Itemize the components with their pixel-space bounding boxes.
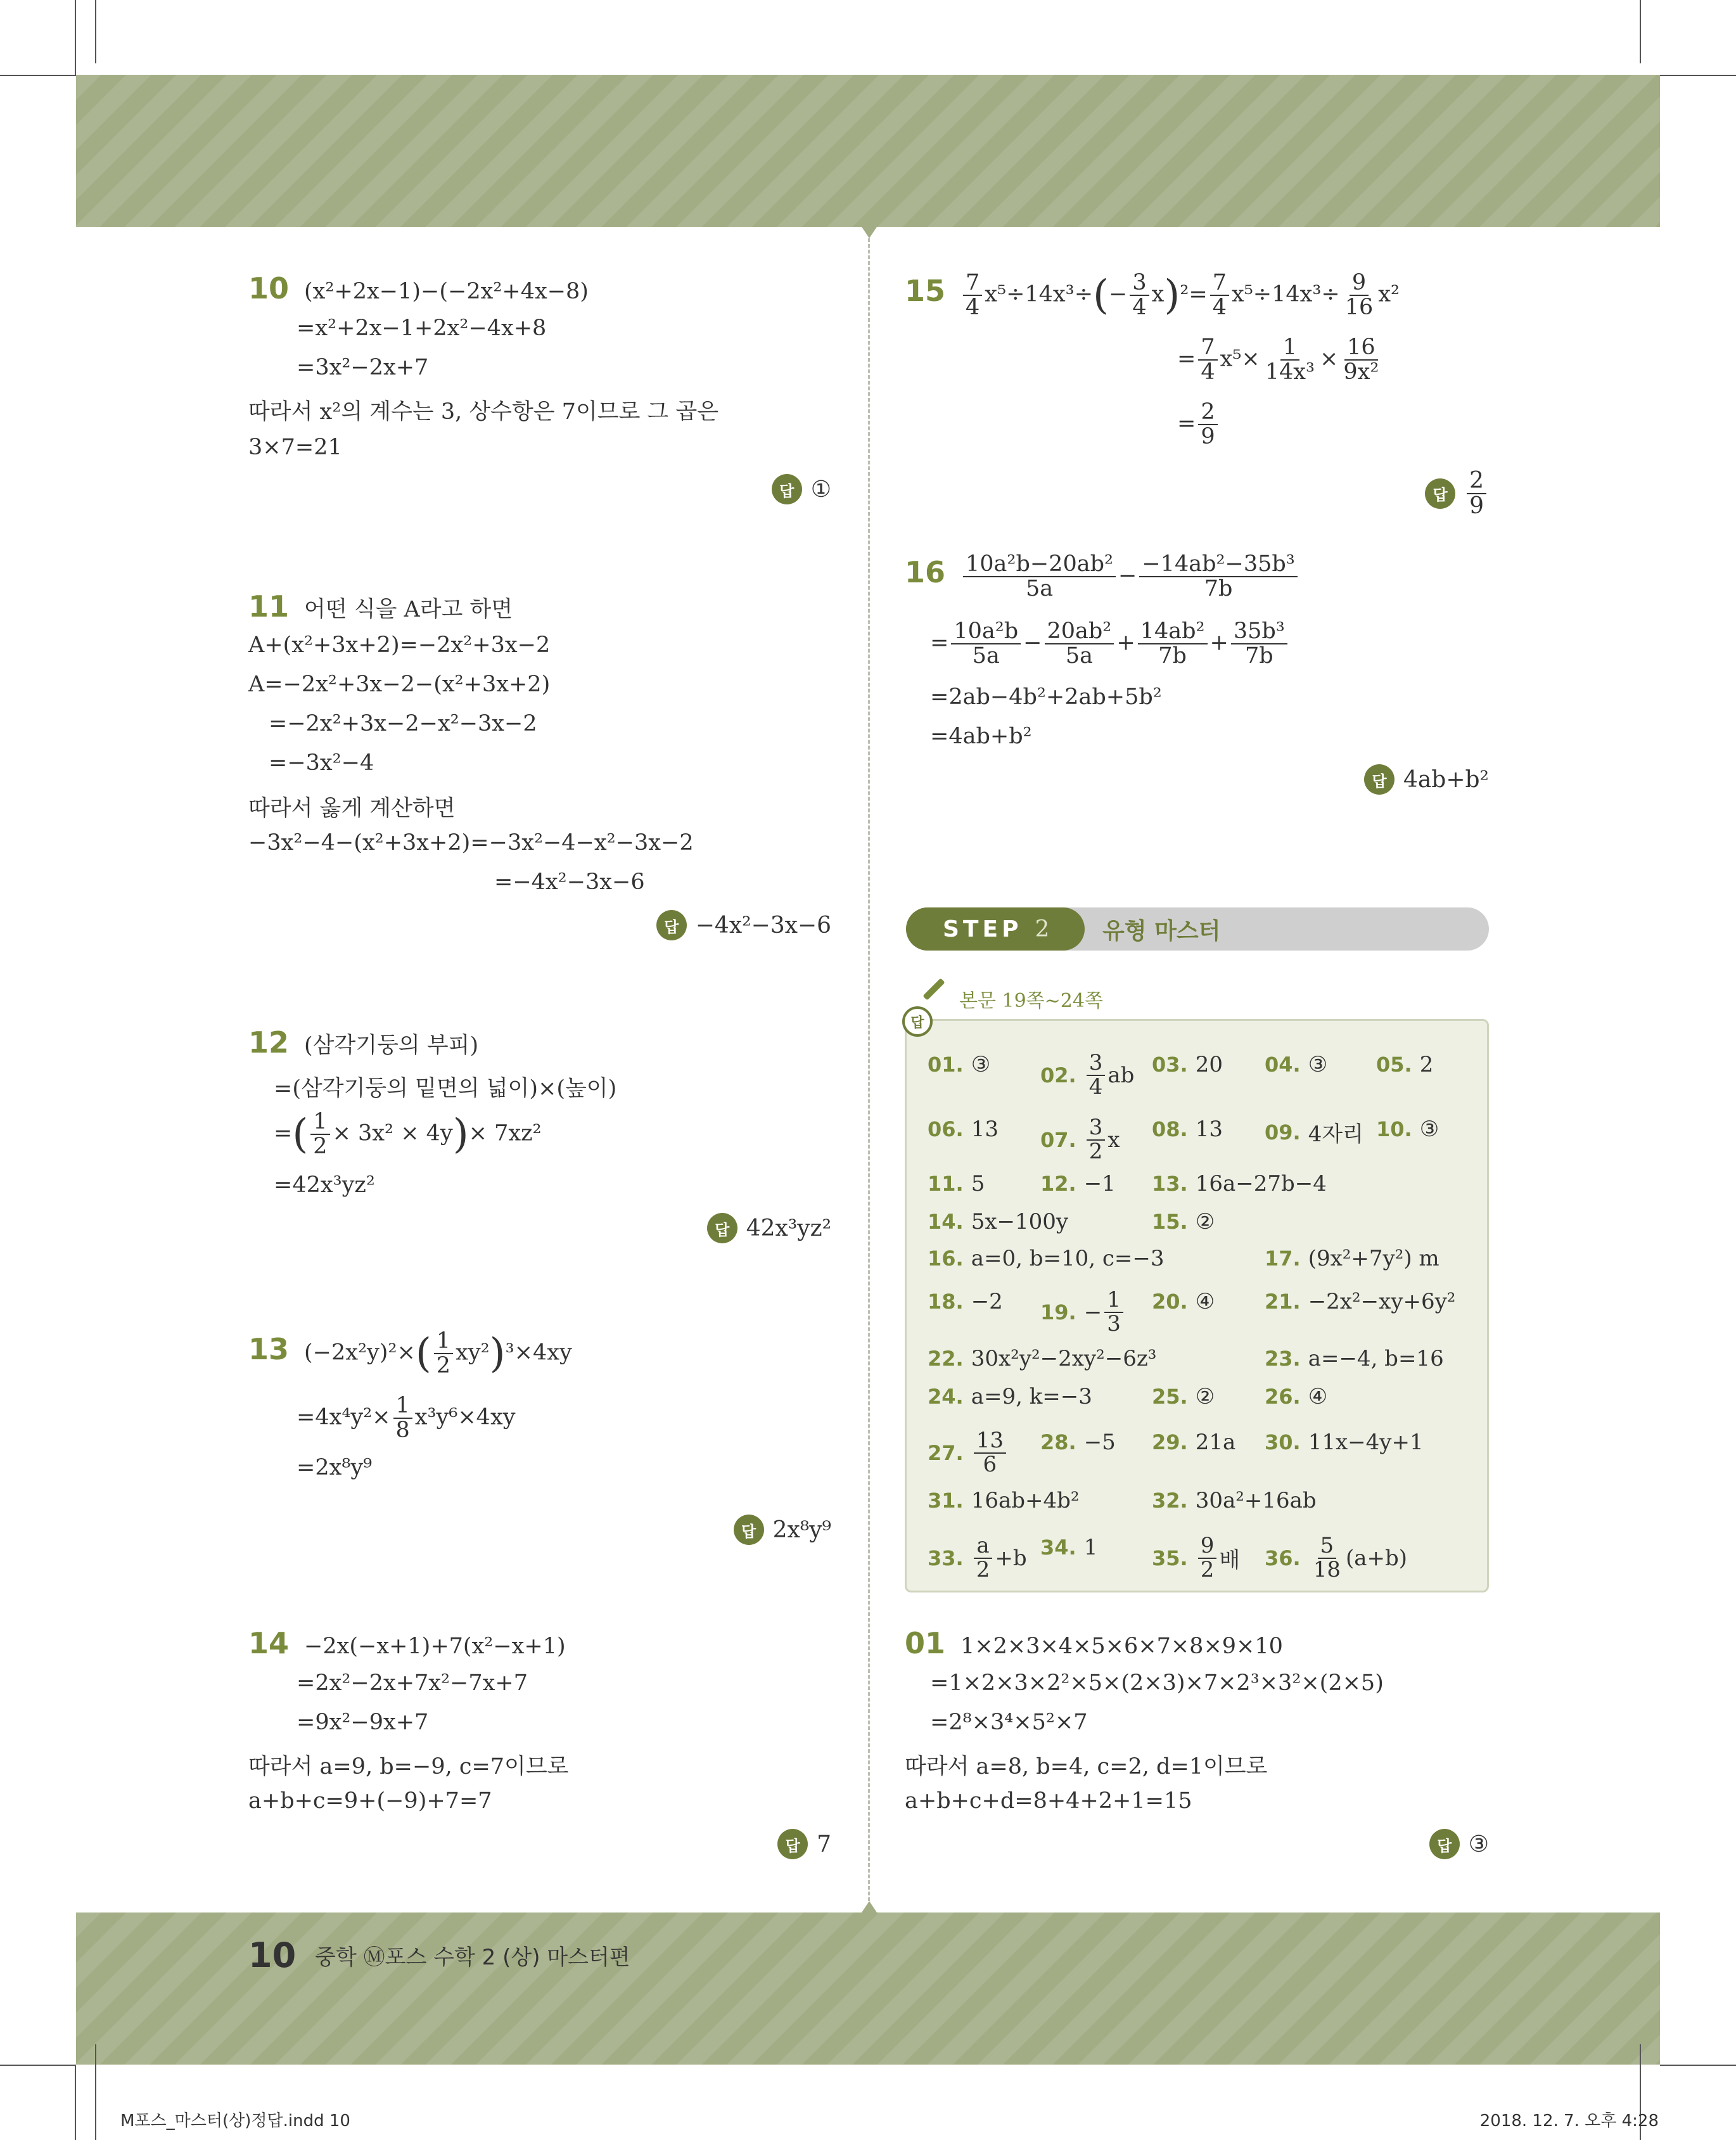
crop-mark bbox=[0, 75, 76, 76]
answer-item bbox=[1040, 1535, 1097, 1560]
crop-mark bbox=[75, 2066, 76, 2140]
answer-item bbox=[1040, 1171, 1116, 1196]
problem-line: =2x²−2x+7x²−7x+7 bbox=[297, 1670, 528, 1696]
answer-item bbox=[1040, 1052, 1134, 1098]
answer-item bbox=[1152, 1052, 1223, 1077]
problem-line: 11 어떤 식을 A라고 하면 bbox=[248, 589, 513, 624]
problem-line: = $\frac{2}{9}$ bbox=[1177, 400, 1220, 449]
problem-line: 따라서 a=9, b=−9, c=7이므로 bbox=[248, 1754, 569, 1779]
problem-line: = $\frac{\text{10a²b}}{5a}$ − $\frac{\text{20ab²}}{5a}$ + $\frac{\text{14ab²}}{7b}$ + $\frac{\text{35b³}}{7b}$ bbox=[930, 620, 1290, 668]
problem-line: =−2x²+3x−2−x²−3x−2 bbox=[269, 711, 537, 736]
answer-item-value: ② bbox=[1195, 1384, 1215, 1409]
fraction: $\frac{7}{4}$ bbox=[1198, 336, 1217, 384]
answer-item bbox=[1152, 1430, 1235, 1455]
pencil-icon bbox=[922, 978, 945, 1000]
problem-number: 14 bbox=[248, 1626, 290, 1660]
answer-row: 답 4ab+b² bbox=[1364, 764, 1489, 795]
answer-item-value: −5 bbox=[1083, 1430, 1116, 1455]
fraction: $\frac{1}{2}$ bbox=[434, 1329, 453, 1378]
problem-number: 10 bbox=[248, 271, 290, 305]
problem-line: A=−2x²+3x−2−(x²+3x+2) bbox=[248, 672, 551, 697]
problem-line: =9x²−9x+7 bbox=[297, 1710, 429, 1735]
problem-line: =2x⁸y⁹ bbox=[297, 1455, 373, 1480]
divider-top-marker bbox=[862, 227, 877, 238]
answer-item bbox=[928, 1171, 985, 1196]
answer-item-number: 22. bbox=[928, 1347, 964, 1371]
fraction: $\frac{\text{10a²b−20ab²}}{5a}$ bbox=[963, 553, 1116, 601]
fraction: $\frac{5}{18}$ bbox=[1313, 1533, 1341, 1582]
answer-item-number: 03. bbox=[1152, 1053, 1188, 1077]
answer-item-number: 28. bbox=[1040, 1430, 1076, 1454]
answer-item bbox=[1152, 1209, 1215, 1234]
problem-number: 13 bbox=[248, 1332, 290, 1367]
problem-number: 16 bbox=[905, 555, 946, 590]
answer-item-value: ab bbox=[1107, 1062, 1135, 1088]
answer-badge: 답 bbox=[656, 910, 687, 940]
problem-line: =−4x²−3x−6 bbox=[494, 869, 645, 895]
problem-line: 3×7=21 bbox=[248, 435, 342, 460]
fraction: $\frac{7}{4}$ bbox=[1210, 271, 1229, 319]
answer-item bbox=[928, 1384, 1092, 1409]
answer-item-number: 20. bbox=[1152, 1290, 1188, 1314]
answer-item-number: 19. bbox=[1040, 1300, 1076, 1324]
fraction: $\frac{1}{\text{14x³}}$ bbox=[1265, 335, 1315, 385]
answer-item-number: 18. bbox=[928, 1290, 964, 1314]
crop-mark bbox=[1660, 75, 1736, 76]
book-title: 중학 Ⓜ포스 수학 2 (상) 마스터편 bbox=[315, 1945, 630, 1970]
answer-badge: 답 bbox=[777, 1829, 808, 1859]
answer-item-number: 30. bbox=[1265, 1430, 1301, 1454]
answer-item-value: 11x−4y+1 bbox=[1308, 1430, 1424, 1455]
fraction: $\frac{2}{9}$ bbox=[1198, 400, 1217, 449]
answer-item-value: 1 bbox=[1083, 1535, 1098, 1560]
problem-line: =3x²−2x+7 bbox=[297, 355, 429, 380]
answer-item bbox=[1152, 1171, 1327, 1196]
answer-item-value: 16a−27b−4 bbox=[1195, 1171, 1327, 1196]
problem-line: =( $\frac{1}{2}$ × 3x² × 4y)× 7xz² bbox=[274, 1109, 542, 1159]
answer-item bbox=[1265, 1289, 1455, 1314]
fraction: $\frac{\text{35b³}}{7b}$ bbox=[1231, 620, 1287, 668]
fraction: $\frac{3}{4}$ bbox=[1087, 1052, 1106, 1098]
answer-item bbox=[1152, 1384, 1215, 1409]
answer-item-number: 13. bbox=[1152, 1172, 1188, 1196]
answer-item bbox=[928, 1246, 1164, 1271]
answer-item-number: 34. bbox=[1040, 1535, 1076, 1560]
answer-item-value: 배 bbox=[1219, 1547, 1241, 1573]
answer-item bbox=[928, 1488, 1080, 1513]
answer-item: 19. − $\frac{1}{3}$ bbox=[1040, 1289, 1126, 1335]
answer-item bbox=[1040, 1117, 1120, 1163]
answer-item-value: −2 bbox=[971, 1289, 1003, 1314]
answer-item-number: 16. bbox=[928, 1246, 964, 1271]
answer-item-number: 06. bbox=[928, 1117, 964, 1141]
answer-item-value: 16ab+4b² bbox=[971, 1488, 1080, 1513]
problem-line: 14 −2x(−x+1)+7(x²−x+1) bbox=[248, 1626, 566, 1660]
answer-item-value: ③ bbox=[971, 1052, 991, 1077]
answer-item-number: 23. bbox=[1265, 1347, 1301, 1371]
fraction: $\frac{13}{6}$ bbox=[974, 1430, 1006, 1476]
fraction: $\frac{\text{−14ab²−35b³}}{7b}$ bbox=[1139, 553, 1297, 601]
answer-item bbox=[1152, 1289, 1215, 1314]
answer-item-value: a=−4, b=16 bbox=[1308, 1346, 1444, 1371]
problem-number: 15 bbox=[905, 274, 946, 309]
crop-mark bbox=[95, 0, 96, 63]
answer-item-number: 17. bbox=[1265, 1246, 1301, 1271]
answer-item bbox=[928, 1209, 1068, 1234]
answer-item-number: 02. bbox=[1040, 1063, 1076, 1087]
answer-item bbox=[1265, 1346, 1444, 1371]
problem-line: =2⁸×3⁴×5²×7 bbox=[930, 1710, 1088, 1735]
slug-file: M포스_마스터(상)정답.indd 10 bbox=[120, 2111, 350, 2130]
step-pill: STEP 2 bbox=[906, 907, 1085, 951]
crop-mark bbox=[1660, 2065, 1736, 2066]
answer-item-value: 21a bbox=[1195, 1430, 1236, 1455]
answer-item-value: 13 bbox=[971, 1117, 999, 1142]
answer-row bbox=[1425, 469, 1489, 518]
answer-item-number: 21. bbox=[1265, 1290, 1301, 1314]
answer-item-number: 26. bbox=[1265, 1385, 1301, 1409]
answer-row: 답 7 bbox=[777, 1829, 831, 1859]
problem-line: 13 (−2x²y)²×( $\frac{1}{2}$ xy²)³×4xy bbox=[248, 1328, 572, 1378]
answer-item bbox=[928, 1430, 1009, 1476]
answer-item bbox=[928, 1535, 1027, 1581]
problem-line: =42x³yz² bbox=[274, 1172, 375, 1198]
fraction: $\frac{1}{8}$ bbox=[393, 1394, 412, 1442]
answer-badge: 답 bbox=[1429, 1829, 1460, 1859]
problem-line: =x²+2x−1+2x²−4x+8 bbox=[297, 316, 547, 341]
problem-line: 15 $\frac{7}{4}$ x⁵÷14x³÷(− $\frac{3}{4}$ x)²= $\frac{7}{4}$ x⁵÷14x³÷ $\frac{9}{16}$ x² bbox=[905, 270, 1400, 320]
answer-item-value: ③ bbox=[1308, 1052, 1328, 1077]
page-number: 10 bbox=[248, 1935, 297, 1975]
fraction: $\frac{\text{14ab²}}{7b}$ bbox=[1138, 620, 1208, 668]
answer-badge: 답 bbox=[1425, 478, 1455, 509]
answer-item-number: 14. bbox=[928, 1210, 964, 1234]
fraction: $\frac{3}{4}$ bbox=[1130, 271, 1149, 319]
answer-item-number: 25. bbox=[1152, 1385, 1188, 1409]
answer-item bbox=[928, 1289, 1003, 1314]
step-title: 유형 마스터 bbox=[1102, 918, 1221, 944]
fraction: $\frac{1}{3}$ bbox=[1104, 1289, 1123, 1335]
answer-row: 답 42x³yz² bbox=[707, 1213, 831, 1243]
answer-item-number: 01. bbox=[928, 1053, 964, 1077]
answer-item bbox=[1376, 1117, 1439, 1142]
slug-date: 2018. 12. 7. 오후 4:28 bbox=[1479, 2111, 1659, 2130]
answer-badge: 답 bbox=[734, 1515, 764, 1545]
crop-mark bbox=[1640, 0, 1641, 63]
answer-item bbox=[1265, 1430, 1424, 1455]
answer-row: 답 −4x²−3x−6 bbox=[656, 910, 831, 940]
fraction: $\frac{1}{2}$ bbox=[310, 1110, 329, 1158]
problem-line: a+b+c=9+(−9)+7=7 bbox=[248, 1788, 492, 1814]
answer-item-number: 12. bbox=[1040, 1172, 1076, 1196]
answer-item-value: −2x²−xy+6y² bbox=[1308, 1289, 1456, 1314]
answer-item-number: 27. bbox=[928, 1440, 964, 1465]
problem-number: 01 bbox=[905, 1626, 946, 1660]
problem-line: 10 (x²+2x−1)−(−2x²+4x−8) bbox=[248, 271, 589, 305]
problem-number: 12 bbox=[248, 1025, 290, 1060]
header-band bbox=[76, 75, 1660, 227]
page-footer bbox=[248, 1935, 630, 1975]
answer-item-number: 04. bbox=[1265, 1053, 1301, 1077]
problem-line: A+(x²+3x+2)=−2x²+3x−2 bbox=[248, 632, 551, 658]
answer-item-number: 08. bbox=[1152, 1117, 1188, 1141]
answer-item-number: 15. bbox=[1152, 1210, 1188, 1234]
answer-item-number: 07. bbox=[1040, 1127, 1076, 1152]
problem-line: =(삼각기둥의 밑면의 넓이)×(높이) bbox=[274, 1076, 617, 1101]
answer-item bbox=[928, 1346, 1156, 1371]
answer-item-number: 32. bbox=[1152, 1489, 1188, 1513]
answer-item-value: 2 bbox=[1419, 1052, 1434, 1077]
fraction: $\frac{\text{10a²b}}{5a}$ bbox=[951, 620, 1021, 668]
problem-number: 11 bbox=[248, 589, 290, 624]
answer-item-value: +b bbox=[995, 1545, 1027, 1571]
answer-item-value: ④ bbox=[1308, 1384, 1328, 1409]
answer-item-value: −1 bbox=[1083, 1171, 1116, 1196]
problem-line: 16 $\frac{\text{10a²b−20ab²}}{5a}$ − $\frac{\text{−14ab²−35b³}}{7b}$ bbox=[905, 553, 1300, 601]
answer-item bbox=[1265, 1052, 1327, 1077]
answer-badge: 답 bbox=[707, 1213, 737, 1243]
problem-line: a+b+c+d=8+4+2+1=15 bbox=[905, 1788, 1192, 1814]
page-reference: 본문 19쪽~24쪽 bbox=[959, 990, 1103, 1012]
crop-mark bbox=[95, 2044, 96, 2140]
problem-line: =4x⁴y²× $\frac{1}{8}$ x³y⁶×4xy bbox=[297, 1393, 516, 1443]
answer-item bbox=[1265, 1246, 1439, 1271]
answer-item-value: 5 bbox=[971, 1171, 985, 1196]
crop-mark bbox=[0, 2065, 76, 2066]
fraction: $\frac{9}{16}$ bbox=[1344, 270, 1374, 320]
answer-item bbox=[1152, 1488, 1317, 1513]
answer-item-value: ② bbox=[1195, 1209, 1215, 1234]
divider-bottom-marker bbox=[862, 1901, 877, 1913]
answer-item-number: 33. bbox=[928, 1546, 964, 1570]
answer-item bbox=[1040, 1430, 1116, 1455]
problem-line: =2ab−4b²+2ab+5b² bbox=[930, 684, 1162, 710]
problem-line: =−3x²−4 bbox=[269, 750, 374, 776]
answer-item-value: 20 bbox=[1195, 1052, 1223, 1077]
answer-item bbox=[1265, 1384, 1327, 1409]
answer-item-number: 35. bbox=[1152, 1546, 1188, 1570]
answer-item-value: a=0, b=10, c=−3 bbox=[971, 1246, 1165, 1271]
answer-item-number: 36. bbox=[1265, 1546, 1301, 1570]
problem-line: 12 (삼각기둥의 부피) bbox=[248, 1025, 479, 1060]
column-divider bbox=[868, 227, 870, 1913]
answer-item-value: 30a²+16ab bbox=[1195, 1488, 1317, 1513]
answer-item-number: 09. bbox=[1265, 1120, 1301, 1144]
answer-row: 답 ③ bbox=[1429, 1829, 1489, 1859]
answer-badge: 답 bbox=[772, 474, 802, 504]
step-header bbox=[906, 907, 1489, 951]
answer-item-value: a=9, k=−3 bbox=[971, 1384, 1092, 1409]
answer-item bbox=[928, 1052, 990, 1077]
problem-line: 따라서 옳게 계산하면 bbox=[248, 796, 456, 821]
problem-line: 따라서 x²의 계수는 3, 상수항은 7이므로 그 곱은 bbox=[248, 399, 719, 425]
answer-item-number: 24. bbox=[928, 1385, 964, 1409]
fraction: $\frac{3}{2}$ bbox=[1087, 1117, 1106, 1163]
answer-item-value: (a+b) bbox=[1345, 1545, 1408, 1571]
answer-key-badge: 답 bbox=[902, 1006, 933, 1037]
fraction: $\frac{2}{9}$ bbox=[1467, 469, 1486, 518]
answer-item-value: 5x−100y bbox=[971, 1209, 1069, 1234]
answer-item bbox=[928, 1117, 999, 1142]
answer-row: 답 ① bbox=[772, 474, 831, 504]
answer-item bbox=[1376, 1052, 1433, 1077]
fraction: $\frac{16}{\text{9x²}}$ bbox=[1343, 335, 1379, 385]
answer-item-value: ④ bbox=[1195, 1289, 1215, 1314]
problem-line: 따라서 a=8, b=4, c=2, d=1이므로 bbox=[905, 1754, 1268, 1779]
problem-line: =4ab+b² bbox=[930, 724, 1032, 749]
answer-item-value: 4자리 bbox=[1308, 1122, 1364, 1147]
fraction: $\frac{\text{20ab²}}{5a}$ bbox=[1045, 620, 1114, 668]
answer-row: 답 2x⁸y⁹ bbox=[734, 1515, 831, 1545]
answer-item-number: 05. bbox=[1376, 1053, 1412, 1077]
answer-item bbox=[1152, 1535, 1240, 1581]
answer-badge: 답 bbox=[1364, 764, 1395, 795]
answer-item-number: 29. bbox=[1152, 1430, 1188, 1454]
crop-mark bbox=[75, 0, 76, 75]
problem-line: 01 1×2×3×4×5×6×7×8×9×10 bbox=[905, 1626, 1283, 1660]
answer-item-number: 10. bbox=[1376, 1117, 1412, 1141]
answer-item-number: 11. bbox=[928, 1172, 964, 1196]
answer-item bbox=[1265, 1535, 1407, 1581]
answer-item-number: 31. bbox=[928, 1489, 964, 1513]
answer-item bbox=[1152, 1117, 1223, 1142]
fraction: $\frac{a}{2}$ bbox=[974, 1535, 993, 1581]
problem-line: −3x²−4−(x²+3x+2)=−3x²−4−x²−3x−2 bbox=[248, 830, 694, 855]
answer-item-value: 30x²y²−2xy²−6z³ bbox=[971, 1346, 1157, 1371]
answer-item-value: x bbox=[1107, 1127, 1120, 1153]
fraction: $\frac{9}{2}$ bbox=[1198, 1535, 1217, 1581]
fraction: $\frac{7}{4}$ bbox=[963, 271, 982, 319]
answer-item-value: 13 bbox=[1195, 1117, 1223, 1142]
problem-line: =1×2×3×2²×5×(2×3)×7×2³×3²×(2×5) bbox=[930, 1670, 1384, 1696]
problem-line: = $\frac{7}{4}$ x⁵× $\frac{1}{\text{14x³}}$ × $\frac{16}{\text{9x²}}$ bbox=[1177, 336, 1384, 384]
answer-item bbox=[1265, 1117, 1363, 1148]
answer-item-value: ③ bbox=[1419, 1117, 1439, 1142]
answer-item-value: (9x²+7y²) m bbox=[1308, 1246, 1439, 1271]
